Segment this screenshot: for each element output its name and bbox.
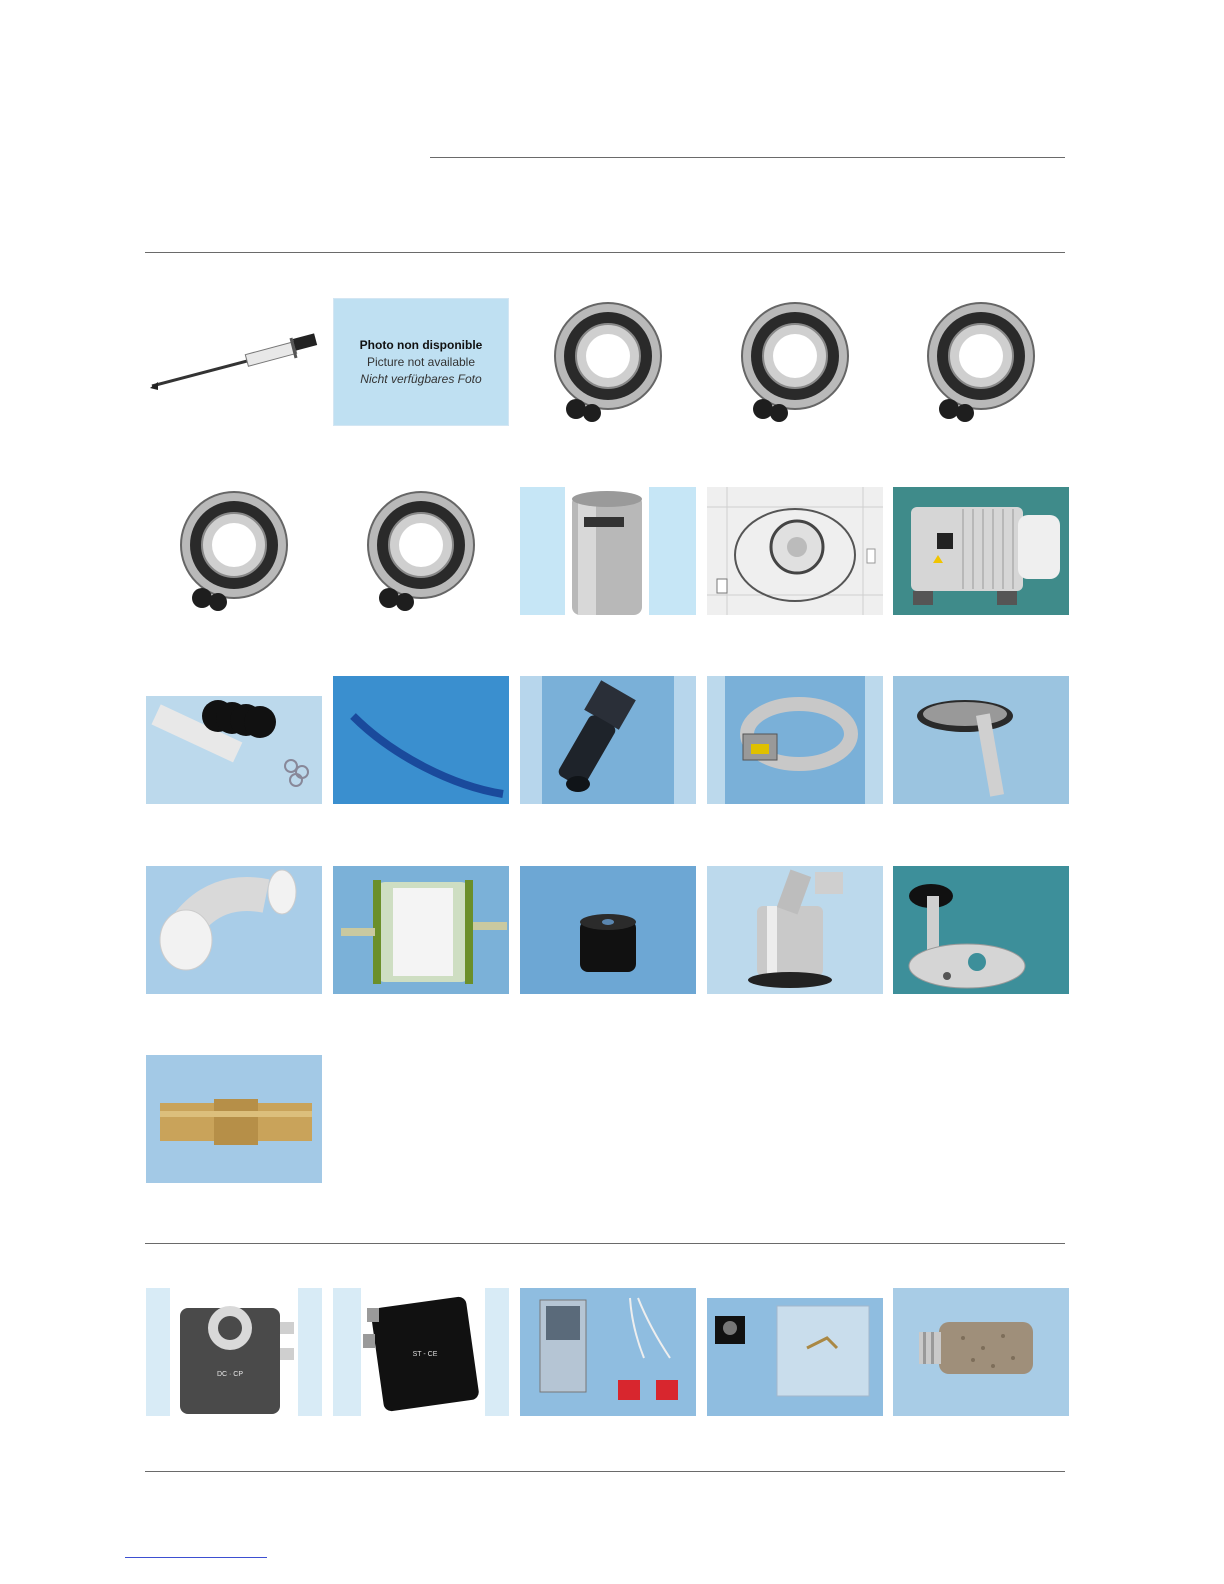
inline-filter-image xyxy=(333,866,509,994)
section-divider xyxy=(145,1471,1065,1472)
gasket-kit-image xyxy=(707,487,883,615)
brass-coupling-image xyxy=(146,1055,322,1183)
grease-gun-image xyxy=(146,298,322,426)
rubber-damper-image xyxy=(520,866,696,994)
solenoid-coil-image xyxy=(146,1288,322,1416)
seal-kit-image xyxy=(146,676,322,804)
terminal-kit-image xyxy=(520,1288,696,1416)
diaphragm-rod-image xyxy=(893,676,1069,804)
hose-clamp-image xyxy=(707,676,883,804)
header-rule xyxy=(430,157,1065,158)
blue-hose-image xyxy=(333,676,509,804)
suction-cup-plate-image xyxy=(893,866,1069,994)
ball-bearing-image xyxy=(893,298,1069,426)
footer-link-underline xyxy=(125,1557,267,1558)
cylindrical-filter-image xyxy=(520,487,696,615)
sintered-silencer-image xyxy=(893,1288,1069,1416)
section-divider xyxy=(145,1243,1065,1244)
ball-bearing-image xyxy=(146,487,322,615)
coil-label-1: DC · CP xyxy=(216,1371,244,1378)
placeholder-line-en: Picture not available xyxy=(366,354,476,369)
section-divider xyxy=(145,252,1065,253)
photo-not-available-placeholder xyxy=(333,298,509,426)
motor-image xyxy=(893,487,1069,615)
valve-assembly-image xyxy=(707,866,883,994)
ball-bearing-image xyxy=(333,487,509,615)
hose-barb-fitting-image xyxy=(520,676,696,804)
solenoid-kit-bag-image xyxy=(707,1288,883,1416)
placeholder-line-de: Nicht verfügbares Foto xyxy=(360,371,482,386)
ball-bearing-image xyxy=(520,298,696,426)
elbow-connector-image xyxy=(146,866,322,994)
coil-label-2: ST - CE xyxy=(412,1351,438,1358)
ball-bearing-image xyxy=(707,298,883,426)
solenoid-coil-black-image xyxy=(333,1288,509,1416)
placeholder-line-fr: Photo non disponible xyxy=(359,337,483,352)
